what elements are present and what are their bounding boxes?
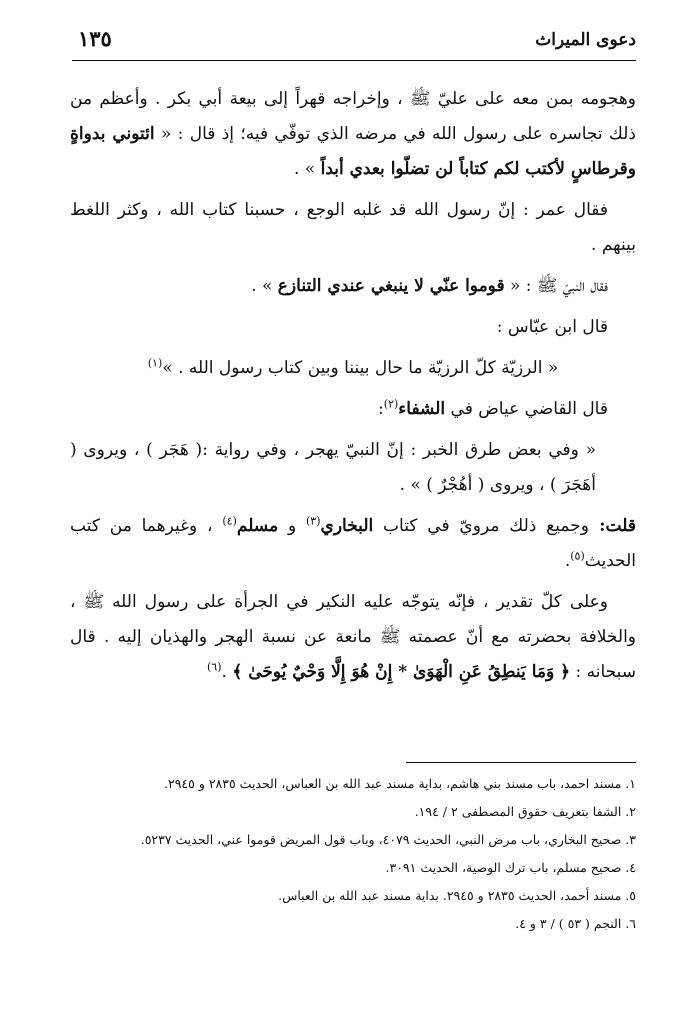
paragraph-6-lead: قال القاضي عياض في — [445, 399, 608, 419]
paragraph-3-lead: فقال النبيّ ﷺ : « — [504, 276, 608, 296]
paragraph-1 — [70, 82, 636, 187]
header-rule — [72, 60, 636, 61]
paragraph-8-text-1: وجميع ذلك مرويّ في كتاب — [373, 516, 589, 536]
paragraph-3 — [70, 269, 636, 304]
paragraph-8-text-2: و — [278, 516, 306, 536]
book-title-muslim: مسلم — [236, 516, 279, 536]
footnote-item: ٥. مسند أحمد، الحديث ٢٨٣٥ و ٢٩٤٥. بداية مسند عبد الله بن العباس. — [278, 888, 636, 903]
paragraph-8 — [70, 509, 636, 579]
footnote-ref-6: (٦) — [206, 660, 222, 674]
paragraph-6-tail: : — [378, 399, 384, 419]
footnote-item: ٤. صحيح مسلم، باب ترك الوصية، الحديث ٣٠٩١. — [385, 860, 636, 875]
ibn-abbas-quote: « الرزيّة كلّ الرزيّة ما حال بيننا وبين كتاب رسول الله . » — [162, 358, 559, 378]
paragraph-2: فقال عمر : إنّ رسول الله قد غلبه الوجع ، حسبنا كتاب الله ، وكثر اللغط بينهم . — [70, 200, 636, 255]
footnote-ref-4: (٤) — [222, 514, 237, 528]
footnote-item: ٢. الشفا بتعريف حقوق المصطفى ٢ / ١٩٤. — [414, 804, 636, 819]
footnote-item: ٦. النجم ( ٥٣ ) / ٣ و ٤. — [515, 916, 636, 931]
footnote-ref-1: (١) — [147, 356, 163, 370]
footnote-ref-2: (٢) — [383, 397, 399, 411]
footnote-ref-5: (٥) — [570, 549, 585, 563]
book-title-bukhari: البخاري — [320, 516, 374, 536]
paragraph-4: قال ابن عبّاس : — [496, 317, 608, 337]
paragraph-5-quote — [70, 351, 636, 386]
footnotes — [70, 770, 636, 938]
paragraph-9-end: . — [221, 662, 233, 682]
paragraph-1-text-a: وهجومه بمن معه على عليّ ﷺ ، وإخراجه قهراً إلى بيعة أبي بكر . وأعظم من ذلك تجاسره على رسول الله في مرضه الذي توفّي فيه؛ إذ قال : « — [70, 89, 636, 144]
footnote-item: ١. مسند احمد، باب مسند بني هاشم، بداية مسند عبد الله بن العباس، الحديث ٢٨٣٥ و ٢٩٤٥. — [164, 776, 636, 791]
hadith-quote-leave-me: قوموا عنّي لا ينبغي عندي التنازع — [277, 276, 505, 296]
paragraph-9-text: وعلى كلّ تقدير ، فإنّه يتوجّه عليه النكير في الجرأة على رسول الله ﷺ ، والخلافة بحضرته مع أنّ عصمته ﷺ مانعة عن نسبة الهجر والهذيان إليه . قال سبحانه : — [70, 592, 636, 682]
quran-verse: ﴿ وَمَا يَنطِقُ عَنِ الْهَوَىٰ * إِنْ هُوَ إِلَّا وَحْيٌ يُوحَىٰ ﴾ — [232, 662, 571, 682]
paragraph-1-text-b: » . — [293, 159, 321, 179]
hadith-quote-pen-paper: ائتوني بدواةٍ وقرطاسٍ لأكتب لكم كتاباً لن تضلّوا بعدي أبداً — [70, 124, 636, 179]
running-header-title: دعوى الميراث — [535, 30, 636, 50]
paragraph-7-quote: « وفي بعض طرق الخبر : إنّ النبيّ يهجر ، وفي رواية :( هَجَر ) ، ويروى ( أهَجَرَ ) ، ويروى ( أهُجْرٌ ) » . — [70, 440, 596, 495]
paragraph-6 — [70, 392, 636, 427]
paragraph-9 — [70, 585, 636, 690]
footnote-ref-3: (٣) — [306, 514, 321, 528]
page-number: ١٣٥ — [78, 26, 112, 51]
book-title-shifa: الشفاء — [398, 399, 446, 419]
paragraph-8-text-4: . — [564, 551, 571, 571]
paragraph-8-text-3: ، وغيرهما من كتب الحديث — [70, 516, 636, 571]
paragraph-8-lead: قلت: — [588, 516, 636, 536]
paragraph-3-tail: » . — [251, 276, 278, 296]
main-text — [70, 82, 636, 696]
footnote-separator — [406, 762, 636, 763]
footnote-item: ٣. صحيح البخاري، باب مرض النبي، الحديث ٤٠٧٩، وباب قول المريض قوموا عني، الحديث ٥٢٣٧. — [140, 832, 636, 847]
